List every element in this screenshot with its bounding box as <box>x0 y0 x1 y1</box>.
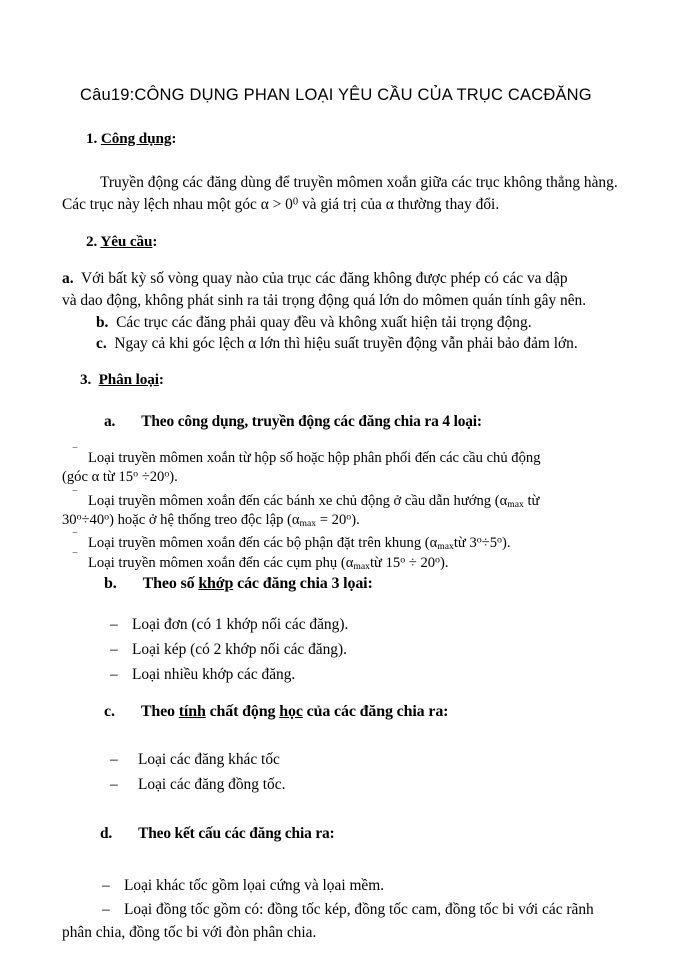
section-2-title: Yêu cầu <box>100 233 153 250</box>
section-2-number: 2. <box>86 233 98 250</box>
section-3a-item-2-line-2-pre: 30 <box>62 512 77 528</box>
section-3b-heading <box>104 575 373 593</box>
raised-hyphen-bullet-icon: ‾ <box>73 551 77 565</box>
section-2-heading <box>86 233 157 251</box>
section-3d-heading <box>100 825 335 843</box>
section-1-heading <box>86 130 176 148</box>
degree-superscript: o <box>497 534 502 546</box>
item-a-label: a. <box>62 270 74 287</box>
section-2-item-b <box>96 312 656 334</box>
section-3b-heading-pre: Theo số <box>142 575 199 592</box>
section-3-heading <box>80 371 164 389</box>
raised-hyphen-bullet-icon: ‾ <box>73 446 77 460</box>
section-3a-item-3-mid: từ 3 <box>453 535 477 552</box>
section-3a-heading <box>104 413 482 431</box>
section-3a-item-1-line-2-pre: (góc α từ 15 <box>62 469 134 485</box>
raised-hyphen-bullet-icon: ‾ <box>73 531 77 545</box>
section-3d-heading-text: Theo kết cấu các đăng chia ra: <box>138 825 335 842</box>
section-3a-item-1-line-2-mid: ÷20 <box>138 469 165 485</box>
section-3d-item-2-line-2: phân chia, đồng tốc bi với đòn phân chia. <box>62 923 317 941</box>
section-3c-heading <box>104 703 448 721</box>
section-3a-item-1 <box>62 446 640 487</box>
section-3b-item-1: Loại đơn (có 1 khớp nối các đăng). <box>132 616 349 633</box>
section-3c-heading-underlined-2: học <box>279 703 303 720</box>
section-3b-list <box>110 613 630 688</box>
item-a-line-2: và dao động, không phát sinh ra tải trọng động quá lớn do mômen quán tính gây nên. <box>62 291 587 309</box>
dash-bullet-icon: – <box>102 901 110 918</box>
section-3a-item-2-line-1-post: từ <box>523 493 540 510</box>
section-3a-item-2-line-2-mid-1: ÷40 <box>81 512 105 528</box>
section-2-item-a <box>62 268 642 312</box>
item-a-line-1: Với bất kỳ số vòng quay nào của trục các đăng không được phép có các va dập <box>80 270 568 287</box>
section-3c-item-2: Loại các đăng đồng tốc. <box>138 775 286 793</box>
section-3a-item-1-line-1: Loại truyền mômen xoắn từ hộp số hoặc hộp phân phối đến các cầu chủ động <box>88 450 541 467</box>
section-3b-label: b. <box>104 575 117 592</box>
degree-superscript: o <box>476 534 482 546</box>
section-3-number: 3. <box>80 371 92 388</box>
section-3a-item-1-line-2-post: ). <box>169 469 178 485</box>
section-3a-item-2-line-2-post: ). <box>351 512 360 528</box>
item-b-label: b. <box>96 314 109 331</box>
section-3a-item-3-post: ). <box>502 535 511 552</box>
section-3a-item-2-line-2-mid-3: = 20 <box>316 512 347 528</box>
section-1-paragraph-line-2-b: và giá trị của α thường thay đổi. <box>298 196 500 214</box>
section-3a-heading-text: Theo công dụng, truyền động các đăng chia ra 4 loại: <box>141 413 482 430</box>
page-title: Câu19:CÔNG DỤNG PHAN LOẠI YÊU CẦU CỦA TRỤC CACĐĂNG <box>80 86 592 104</box>
section-3a-label: a. <box>104 413 116 430</box>
list-item <box>110 613 630 638</box>
degree-superscript: o <box>76 511 82 523</box>
section-3d-item-1 <box>102 874 640 897</box>
item-b-text: Các trục các đăng phải quay đều và không xuất hiện tải trọng động. <box>116 314 532 331</box>
alpha-max-subscript: max <box>299 518 317 530</box>
section-3c-heading-mid: chất động <box>205 703 280 720</box>
section-3a-item-2-line-2-mid-2: ) hoặc ở hệ thống treo độc lập (α <box>109 512 300 528</box>
section-3a-item-4-pre: Loại truyền mômen xoắn đến các cụm phụ (α <box>88 555 354 572</box>
section-3a-item-3-pre: Loại truyền mômen xoắn đến các bộ phận đặt trên khung (α <box>88 535 438 552</box>
section-3c-heading-pre: Theo <box>140 703 179 720</box>
section-3a-item-3-mid-2: ÷5 <box>481 535 498 552</box>
dash-bullet-icon: – <box>110 616 118 633</box>
degree-superscript: o <box>435 554 440 566</box>
section-3a-item-2 <box>62 489 640 530</box>
list-item <box>110 638 630 663</box>
item-c-label: c. <box>96 335 107 352</box>
section-3c-item-1: Loại các đăng khác tốc <box>138 751 280 768</box>
section-1-paragraph <box>62 172 642 217</box>
item-c-text: Ngay cả khi góc lệch α lớn thì hiệu suất truyền động vẫn phải bảo đảm lớn. <box>114 335 578 352</box>
section-3d-item-1-text: Loại khác tốc gồm lọai cứng và lọai mềm. <box>124 877 385 894</box>
section-3b-heading-underlined: khớp <box>198 575 234 592</box>
degree-superscript: o <box>400 554 406 566</box>
degree-superscript: o <box>346 511 352 523</box>
section-3-colon: : <box>158 371 164 388</box>
section-3b-heading-post: các đăng chia 3 lọai: <box>233 575 373 592</box>
section-3a-item-2-line-1-pre: Loại truyền mômen xoắn đến các bánh xe chủ động ở cầu dẫn hướng (α <box>88 493 508 510</box>
section-3c-label: c. <box>104 703 115 720</box>
dash-bullet-icon: – <box>110 665 118 683</box>
section-1-number: 1. <box>86 130 98 147</box>
section-3b-item-2: Loại kép (có 2 khớp nối các đăng). <box>132 640 347 658</box>
dash-bullet-icon: – <box>110 751 118 768</box>
degree-superscript: o <box>104 511 110 523</box>
degree-superscript: o <box>133 468 139 480</box>
section-2-colon: : <box>152 233 158 250</box>
section-2-item-c <box>96 333 656 355</box>
section-3d-item-2-line-1: Loại đồng tốc gồm có: đồng tốc kép, đồng tốc cam, đồng tốc bi với các rãnh <box>124 901 594 918</box>
dash-bullet-icon: – <box>102 877 110 894</box>
section-1-paragraph-line-1: Truyền động các đăng dùng để truyền mômen xoắn giữa các trục không thẳng hàng. <box>100 174 618 191</box>
alpha-max-subscript: max <box>437 541 454 553</box>
section-3a-item-4-mid: từ 15 <box>369 555 401 572</box>
degree-superscript: o <box>164 468 170 480</box>
section-1-title: Công dụng <box>100 130 172 147</box>
section-3a-item-3 <box>62 531 640 553</box>
degree-superscript-zero: 0 <box>292 196 299 208</box>
section-3c-list <box>110 748 630 798</box>
section-3d-label: d. <box>100 825 113 842</box>
section-3a-item-4-mid-2: ÷ 20 <box>405 555 436 572</box>
section-3-title: Phân loại <box>98 371 159 388</box>
raised-hyphen-bullet-icon: ‾ <box>73 489 77 503</box>
section-3a-item-4-post: ). <box>440 555 449 572</box>
section-1-paragraph-line-2-a: Các trục này lệch nhau một góc α > 0 <box>62 196 293 214</box>
list-item <box>110 773 630 798</box>
section-3c-heading-underlined-1: tính <box>178 703 206 720</box>
section-3b-item-3: Loại nhiều khớp các đăng. <box>132 665 296 683</box>
list-item <box>110 663 630 688</box>
section-3d-item-2 <box>62 899 640 945</box>
alpha-max-subscript: max <box>507 499 524 511</box>
dash-bullet-icon: – <box>110 775 118 793</box>
section-1-colon: : <box>171 130 177 147</box>
section-3a-item-4 <box>62 551 640 573</box>
section-3c-heading-post: của các đăng chia ra: <box>302 703 449 720</box>
dash-bullet-icon: – <box>110 640 118 658</box>
alpha-max-subscript: max <box>353 561 370 573</box>
list-item <box>110 748 630 773</box>
